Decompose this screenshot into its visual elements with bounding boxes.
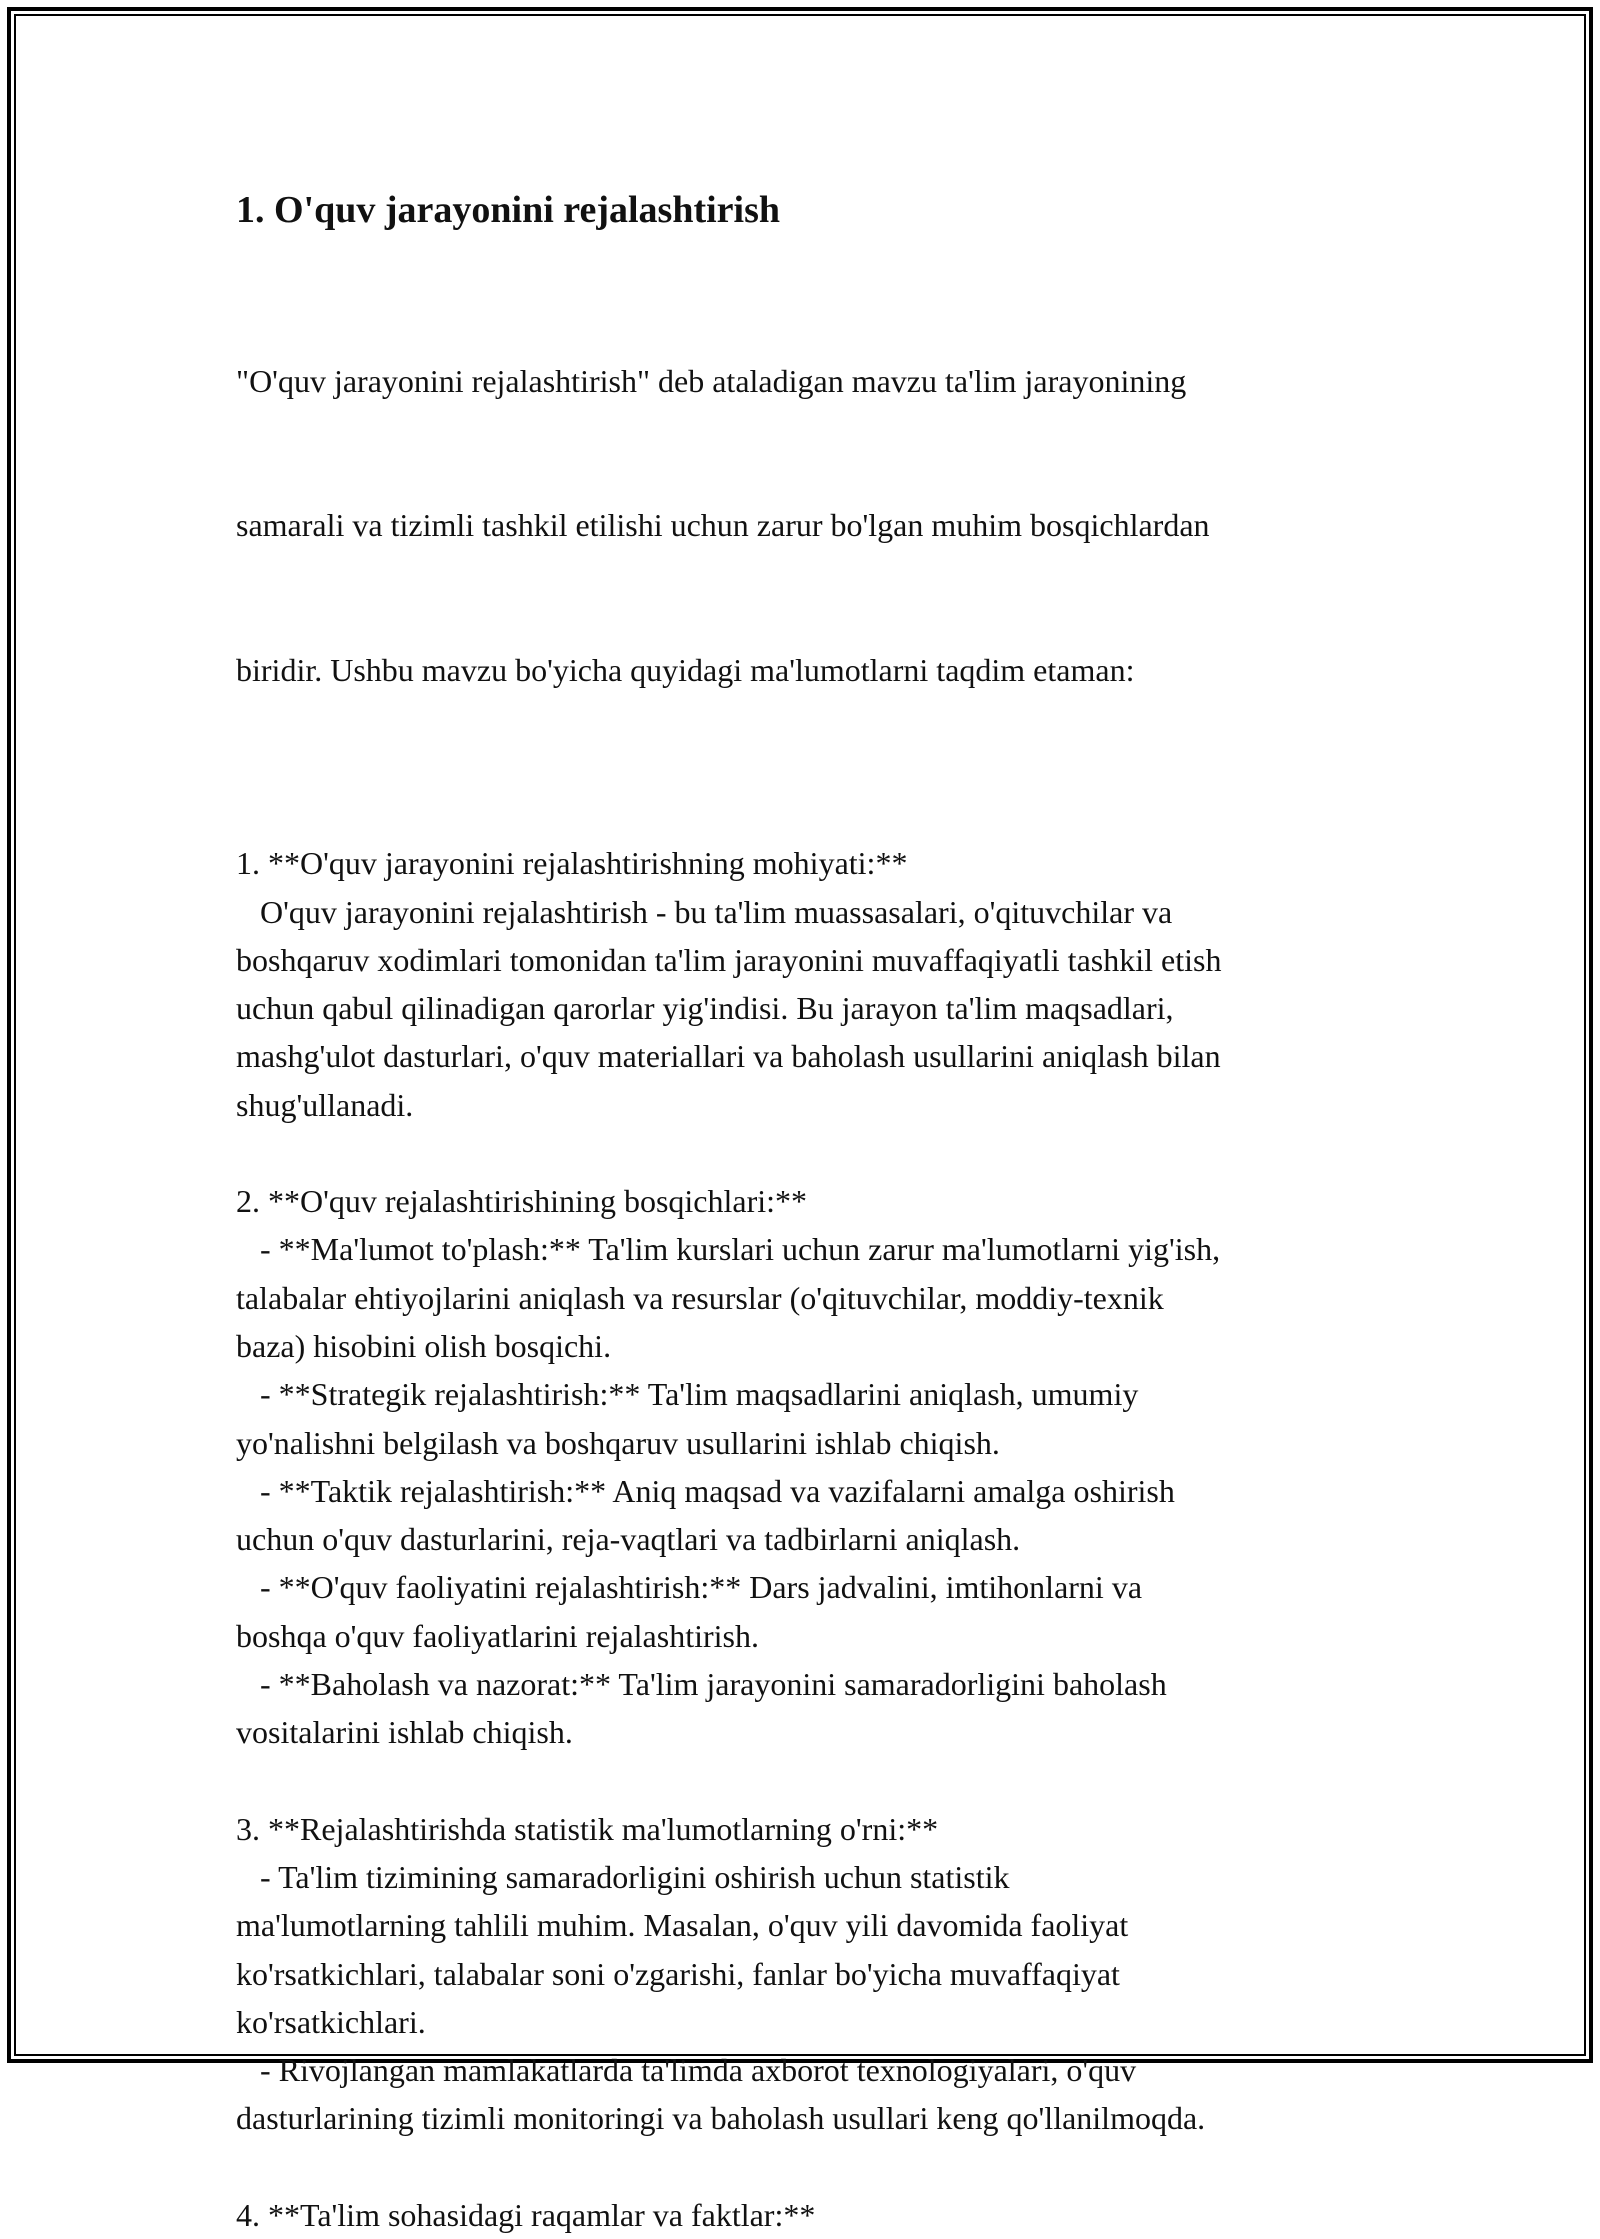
document-page: [236, 186, 1396, 2239]
section-text-line: - **Taktik rejalashtirish:** Aniq maqsad va vazifalarni amalga oshirish: [236, 1472, 1175, 1509]
section-text-line: mashg'ulot dasturlari, o'quv materiallari va baholash usullarini aniqlash bilan: [236, 1038, 1221, 1075]
section-text-line: - Ta'lim tizimining samaradorligini oshirish uchun statistik: [236, 1858, 1010, 1895]
section-text-line: ko'rsatkichlari, talabalar soni o'zgarishi, fanlar bo'yicha muvaffaqiyat: [236, 1955, 1120, 1992]
section-1: [236, 839, 1396, 1129]
section-text-line: O'quv jarayonini rejalashtirish - bu ta'lim muassasalari, o'qituvchilar va: [236, 893, 1173, 930]
section-heading: 2. **O'quv rejalashtirishining bosqichlari:**: [236, 1183, 808, 1220]
section-text-line: boshqaruv xodimlari tomonidan ta'lim jarayonini muvaffaqiyatli tashkil etish: [236, 941, 1222, 978]
section-text-line: dasturlarining tizimli monitoringi va baholash usullari keng qo'llanilmoqda.: [236, 2100, 1206, 2137]
section-text-line: ma'lumotlarning tahlili muhim. Masalan, o'quv yili davomida faoliyat: [236, 1907, 1129, 1944]
section-2: [236, 1177, 1396, 1757]
section-text-line: yo'nalishni belgilash va boshqaruv usullarini ishlab chiqish.: [236, 1424, 1000, 1461]
section-heading: 3. **Rejalashtirishda statistik ma'lumotlarning o'rni:**: [236, 1810, 939, 1847]
intro-paragraph: [236, 260, 1396, 791]
section-text-line: - **Baholash va nazorat:** Ta'lim jarayonini samaradorligini baholash: [236, 1666, 1167, 1703]
section-text-line: shug'ullanadi.: [236, 1086, 414, 1123]
section-text-line: - **O'quv faoliyatini rejalashtirish:** Dars jadvalini, imtihonlarni va: [236, 1569, 1143, 1606]
section-4: [236, 2191, 1396, 2239]
section-text-line: - **Ma'lumot to'plash:** Ta'lim kurslari uchun zarur ma'lumotlarni yig'ish,: [236, 1231, 1221, 1268]
section-text-line: baza) hisobini olish bosqichi.: [236, 1327, 612, 1364]
section-heading: 4. **Ta'lim sohasidagi raqamlar va faktlar:**: [236, 2196, 816, 2233]
intro-line: samarali va tizimli tashkil etilishi uchun zarur bo'lgan muhim bosqichlardan: [236, 507, 1210, 544]
section-text-line: boshqa o'quv faoliyatlarini rejalashtirish.: [236, 1617, 759, 1654]
section-text-line: uchun o'quv dasturlarini, reja-vaqtlari va tadbirlarni aniqlash.: [236, 1521, 1021, 1558]
intro-line: biridir. Ushbu mavzu bo'yicha quyidagi ma'lumotlarni taqdim etaman:: [236, 652, 1135, 689]
section-heading: 1. **O'quv jarayonini rejalashtirishning mohiyati:**: [236, 845, 908, 882]
section-text-line: ko'rsatkichlari.: [236, 2003, 426, 2040]
section-text-line: vositalarini ishlab chiqish.: [236, 1714, 573, 1751]
document-title: 1. O'quv jarayonini rejalashtirish: [236, 189, 781, 231]
section-text-line: - **Strategik rejalashtirish:** Ta'lim maqsadlarini aniqlash, umumiy: [236, 1376, 1139, 1413]
section-text-line: uchun qabul qilinadigan qarorlar yig'indisi. Bu jarayon ta'lim maqsadlari,: [236, 990, 1174, 1027]
section-3: [236, 1805, 1396, 2143]
section-text-line: - Rivojlangan mamlakatlarda ta'limda axborot texnologiyalari, o'quv: [236, 2052, 1137, 2089]
section-text-line: talabalar ehtiyojlarini aniqlash va resurslar (o'qituvchilar, moddiy-texnik: [236, 1279, 1164, 1316]
intro-line: "O'quv jarayonini rejalashtirish" deb ataladigan mavzu ta'lim jarayonining: [236, 362, 1187, 399]
